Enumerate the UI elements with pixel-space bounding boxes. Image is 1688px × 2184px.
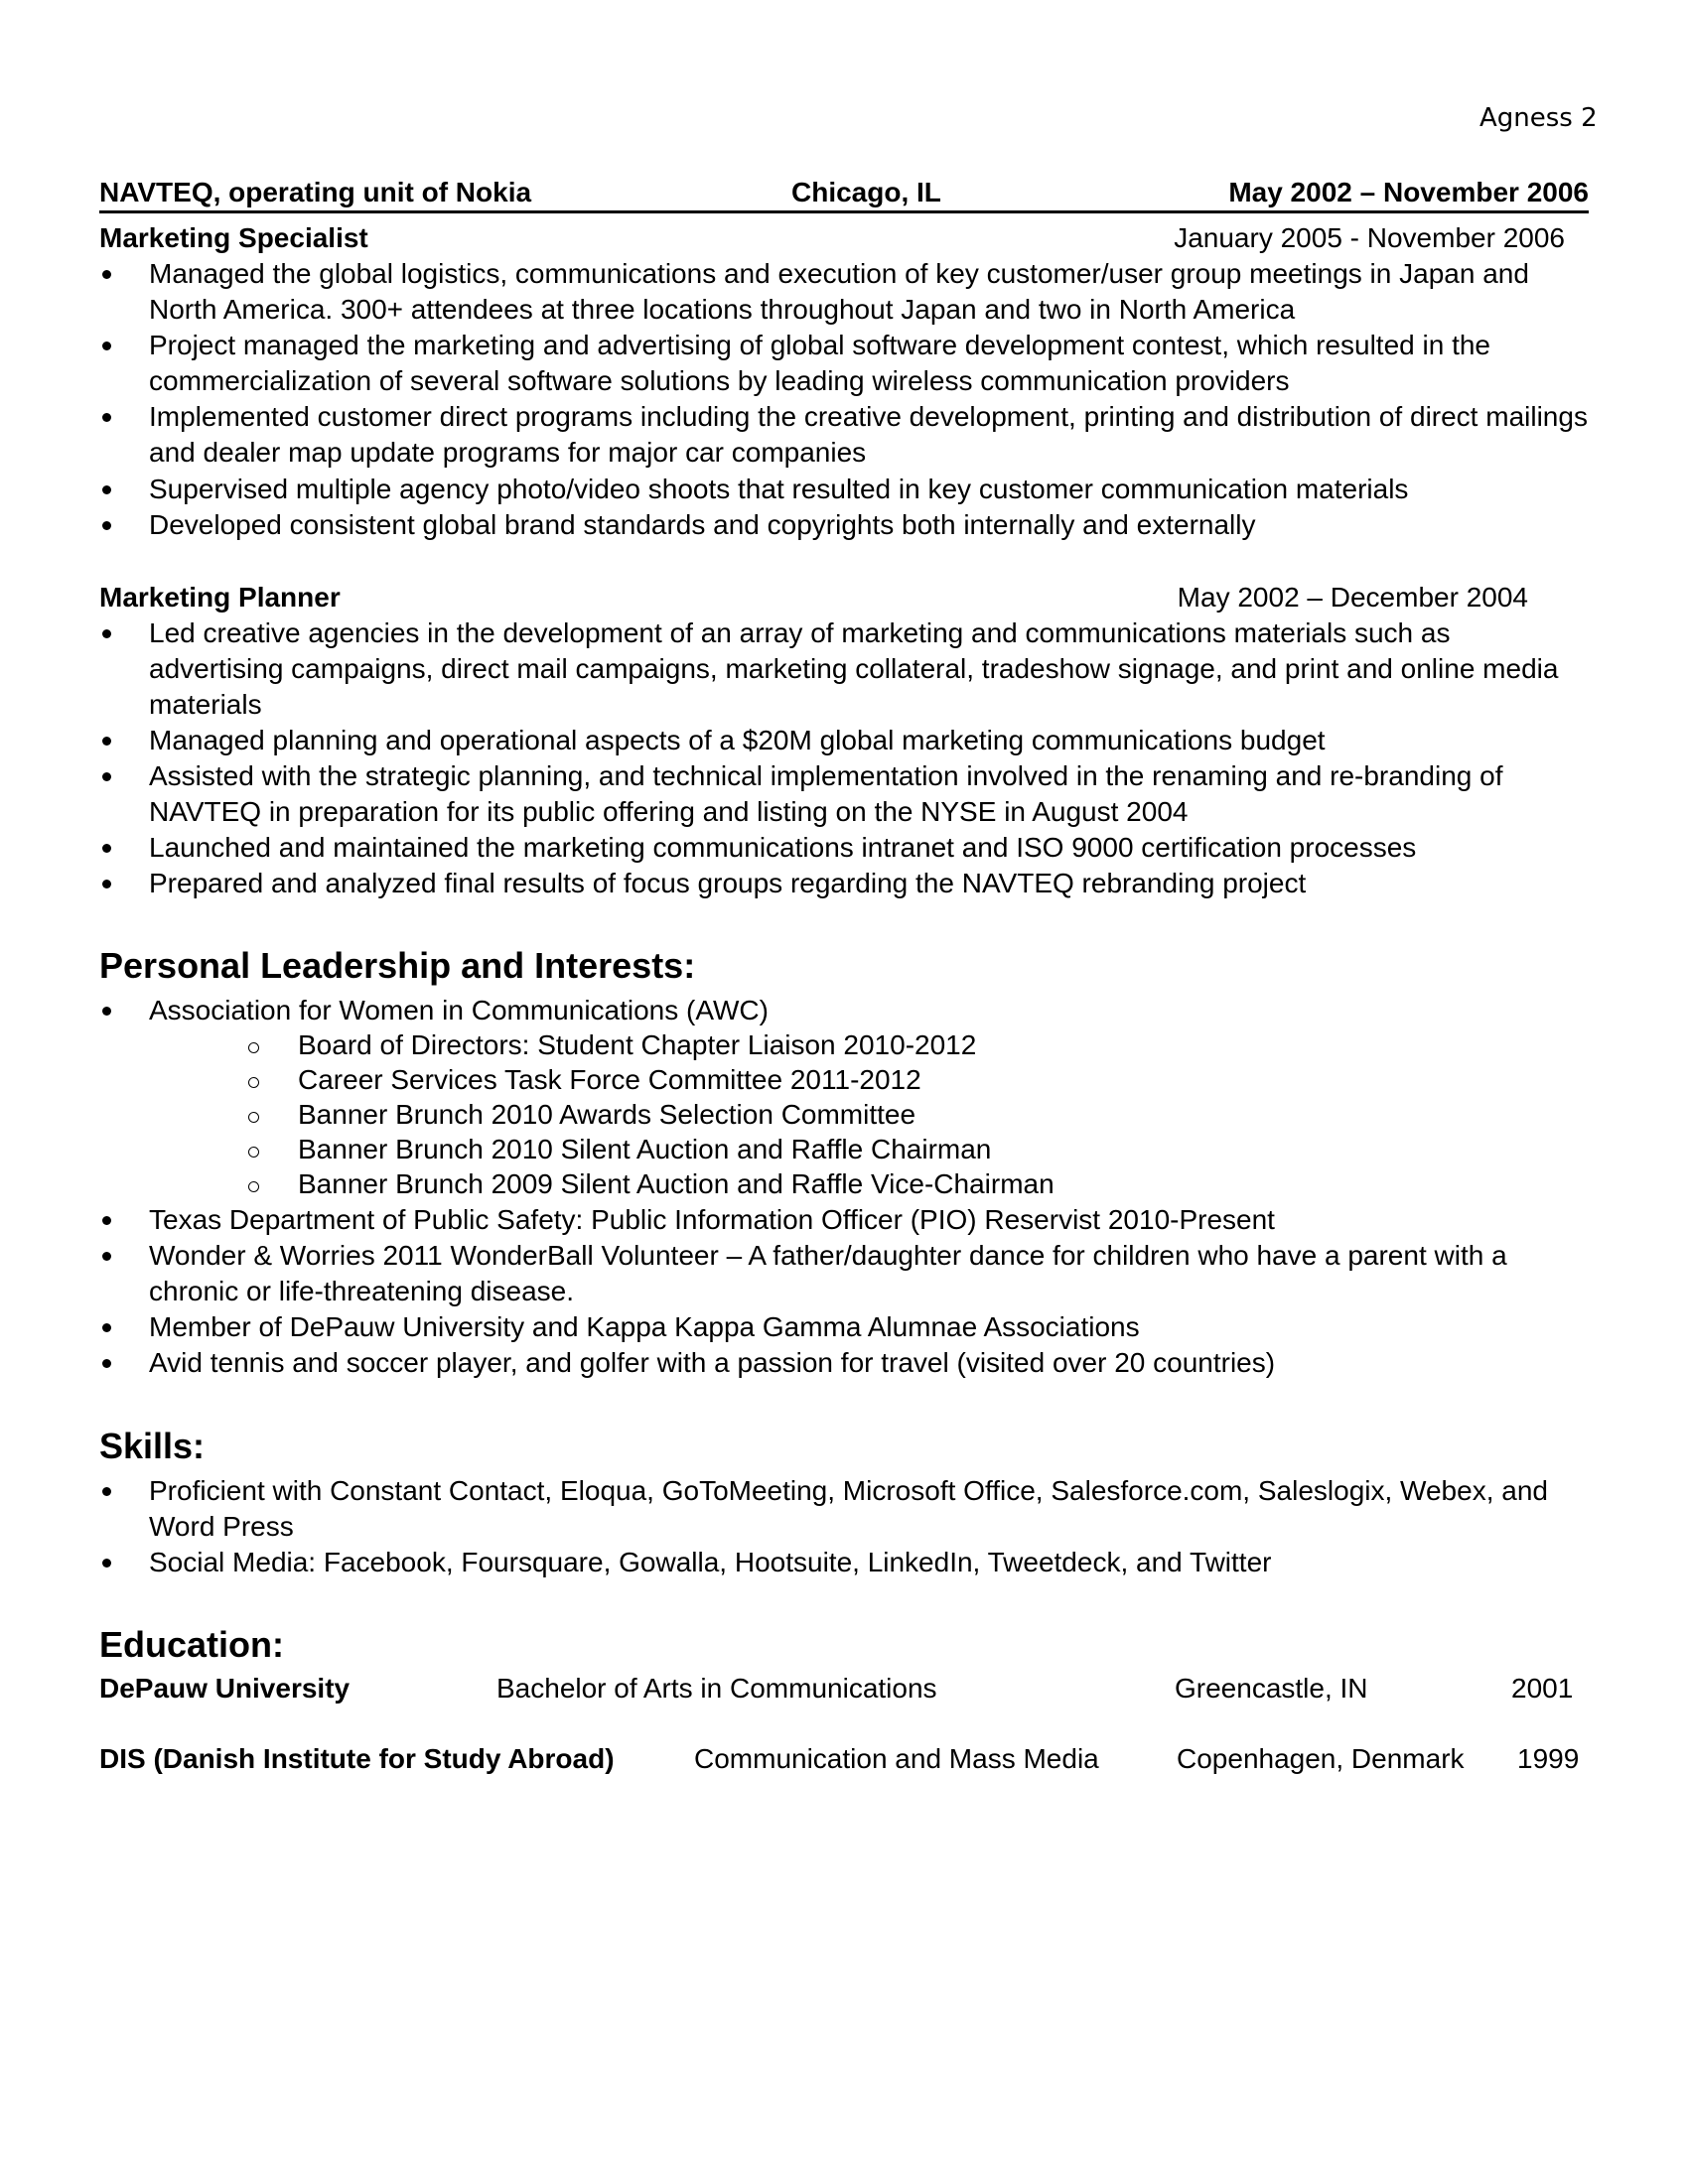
role-title: Marketing Planner [99,582,341,613]
section-heading-education: Education: [99,1624,284,1665]
section-heading-leadership: Personal Leadership and Interests: [99,945,696,986]
education-school: DePauw University [99,1673,351,1704]
role-title: Marketing Specialist [99,222,368,253]
employer-dates: May 2002 – November 2006 [1228,177,1589,207]
employer-header [99,175,1589,213]
circle-bullet-icon [248,1112,259,1123]
circle-bullet-icon [248,1042,259,1053]
education-degree: Communication and Mass Media [694,1743,1099,1774]
education-school: DIS (Danish Institute for Study Abroad) [99,1743,615,1774]
education-degree: Bachelor of Arts in Communications [496,1673,937,1704]
education-location: Greencastle, IN [1175,1673,1368,1704]
circle-bullet-icon [248,1181,259,1192]
employer-location: Chicago, IL [791,177,941,207]
section-heading-skills: Skills: [99,1426,206,1466]
circle-bullet-icon [248,1147,259,1158]
education-location: Copenhagen, Denmark [1177,1743,1465,1774]
employer-name: NAVTEQ, operating unit of Nokia [99,177,532,207]
page-number-header: Agness 2 [1479,103,1598,133]
role-dates: May 2002 – December 2004 [1177,582,1528,613]
education-year: 1999 [1517,1743,1580,1774]
education-year: 2001 [1511,1673,1574,1704]
role-dates: January 2005 - November 2006 [1174,222,1565,253]
circle-bullet-icon [248,1077,259,1088]
